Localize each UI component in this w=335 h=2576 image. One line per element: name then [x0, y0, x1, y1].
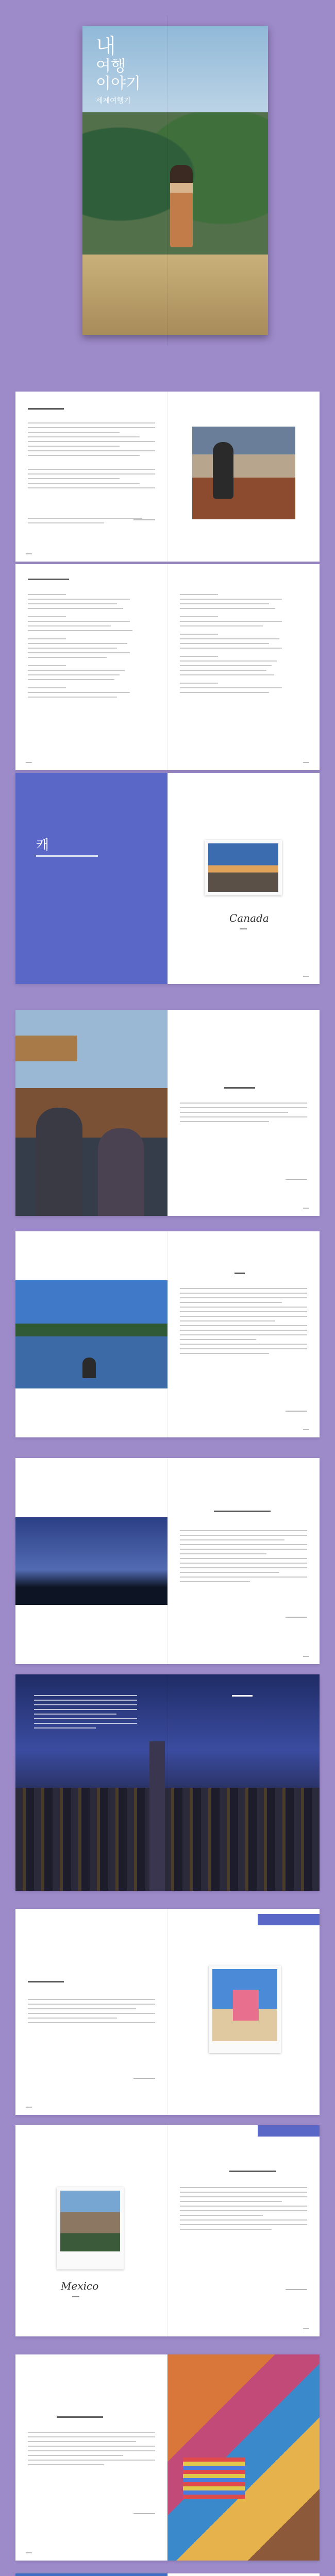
city-heading: [232, 1695, 253, 1697]
mexico-text-page: [15, 2354, 167, 2561]
lifeguard-tower: [233, 1990, 259, 2021]
night-photo: [15, 1517, 167, 1605]
canada-text-author: [286, 1179, 307, 1180]
preface-heading: [28, 408, 64, 410]
canada-spread-2: [15, 1231, 320, 1437]
page-number: [303, 1656, 309, 1657]
preface-text-2: [28, 469, 155, 492]
cover-title: 내 여행 이야기 세계여행기: [96, 35, 141, 105]
canada-opener-left: [15, 773, 167, 984]
canada-lake-photo: [15, 1231, 167, 1437]
mexico-heading: [229, 2171, 276, 2172]
canada-lake-body: [180, 1288, 307, 1358]
bolivia-opener-spread: [15, 2573, 320, 2576]
beach-polaroid: [209, 1965, 281, 2053]
mexico-spread-2: [15, 2354, 320, 2561]
beach-blue-bar: [258, 1914, 320, 1925]
preface-footnote: [28, 518, 155, 527]
page-number: [26, 2107, 32, 2108]
canada-text-heading: [224, 1087, 255, 1089]
night-photo-page: [15, 1458, 167, 1664]
canada-label-sub: [240, 928, 247, 929]
mexico-blankets: [183, 2458, 245, 2499]
city-spread: [15, 1674, 320, 1891]
beach-body: [28, 1999, 155, 2027]
contents-list-left: [28, 594, 155, 701]
night-text-body: [180, 1530, 307, 1586]
beach-heading: [28, 1981, 64, 1982]
city-tower: [149, 1741, 165, 1891]
mexico-opener-spread: [15, 2125, 320, 2336]
canada-lake-text: [167, 1231, 320, 1437]
canada-lake-heading: [234, 1273, 245, 1274]
mexico-polaroid: [57, 2187, 124, 2269]
canada-text-body: [180, 1103, 307, 1126]
mexico-label: Mexico: [61, 2280, 99, 2292]
preface-spread: [15, 392, 320, 562]
cover-spread: [15, 15, 320, 345]
beach-text-page: [15, 1909, 167, 2115]
preface-photo-figure: [213, 442, 233, 499]
page-number: [303, 976, 309, 977]
bolivia-sign-photo: [15, 2573, 167, 2576]
preface-photo: [192, 427, 295, 519]
beach-spread: [15, 1909, 320, 2115]
cover-ground: [82, 255, 268, 335]
canoe-figure: [82, 1358, 96, 1378]
canada-label: Canada: [229, 912, 269, 924]
mexico-label-sub: [72, 2296, 79, 2297]
page-number: [26, 762, 32, 763]
contents-right-page: [167, 564, 320, 770]
night-text-page: [167, 1458, 320, 1664]
preface-text: [28, 422, 155, 460]
page-number: [303, 2328, 309, 2329]
mexico-body: [180, 2187, 307, 2233]
city-text-block: [34, 1695, 137, 1732]
mexico-opener-left: [15, 2125, 167, 2336]
canada-lake-author: [286, 1411, 307, 1412]
page-number: [303, 1429, 309, 1430]
page-number: [26, 553, 32, 554]
lake-photo: [15, 1280, 167, 1388]
night-text-heading: [214, 1511, 271, 1512]
mexico-blue-bar: [258, 2125, 320, 2137]
preface-right-page: [167, 392, 320, 562]
mexico-text-author: [133, 2513, 155, 2514]
canada-opener-right: [167, 773, 320, 984]
canada-photo-sign: [15, 1036, 77, 1061]
canada-polaroid: [205, 840, 282, 895]
canada-photo-person-1: [36, 1108, 82, 1216]
canada-photo-person-2: [98, 1128, 144, 1216]
city-skyline: [15, 1788, 320, 1891]
night-text-author: [286, 1617, 307, 1618]
mexico-text-heading: [57, 2416, 103, 2418]
canada-opener-spread: [15, 773, 320, 984]
canada-spread-3: [15, 1458, 320, 1664]
canada-section-title: 캐: [36, 838, 50, 853]
mexico-opener-right: [167, 2125, 320, 2336]
beach-photo-page: [167, 1909, 320, 2115]
bolivia-opener-right: [167, 2573, 320, 2576]
page-number: [303, 1208, 309, 1209]
page-number: [303, 762, 309, 763]
contents-spread: [15, 564, 320, 770]
canada-text-page: [167, 1010, 320, 1216]
book-cover: [82, 26, 268, 335]
canada-photo-page: [15, 1010, 167, 1216]
beach-author: [133, 2078, 155, 2079]
preface-left-page: [15, 392, 167, 562]
mexico-text-body: [28, 2432, 155, 2469]
mexico-interior-photo: [167, 2354, 320, 2561]
contents-heading: [28, 579, 69, 580]
contents-list-right: [180, 594, 307, 697]
contents-left-page: [15, 564, 167, 770]
cover-figure: [170, 165, 193, 247]
canada-spread-1: [15, 1010, 320, 1216]
page-number: [26, 2552, 32, 2553]
canada-section-subtitle: [36, 855, 98, 857]
mexico-author: [286, 2289, 307, 2290]
